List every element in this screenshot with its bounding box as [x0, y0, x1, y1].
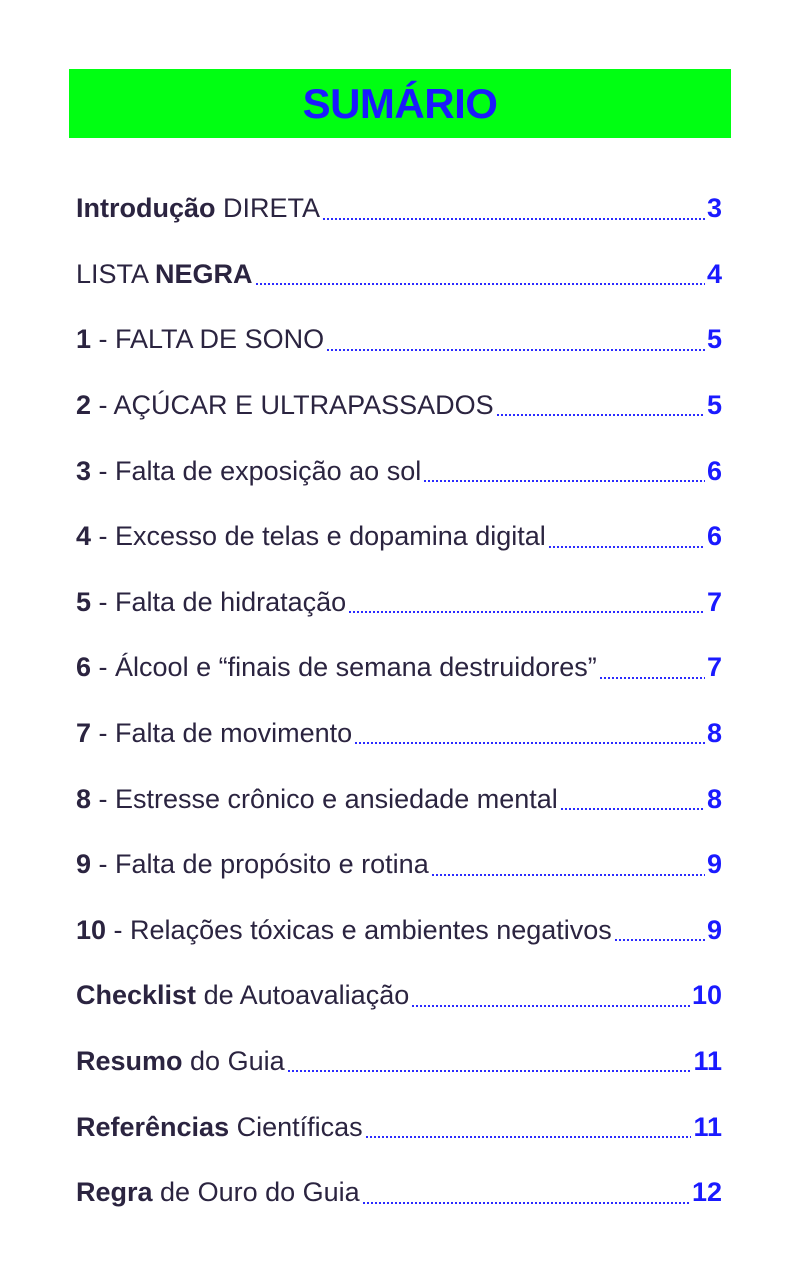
toc-entry-label: do Guia: [182, 1046, 285, 1077]
toc-entry-title: [76, 324, 324, 355]
toc-entry-title: [76, 980, 409, 1011]
toc-entry-title: [76, 390, 494, 421]
toc-entry-title: [76, 587, 346, 618]
page-number: 11: [693, 1046, 722, 1077]
toc-entry[interactable]: [76, 504, 722, 570]
leader-dots: [431, 874, 705, 876]
toc-entry[interactable]: [76, 438, 722, 504]
page-number: 4: [706, 258, 722, 289]
toc-entry-label-bold: Checklist: [76, 980, 197, 1011]
leader-dots: [255, 283, 705, 285]
toc-entry[interactable]: [76, 242, 722, 308]
toc-entry[interactable]: [76, 701, 722, 767]
toc-entry-title: [76, 456, 421, 487]
toc-entry[interactable]: [76, 373, 722, 439]
toc-entry-label: - Estresse crônico e ansiedade mental: [91, 783, 558, 814]
toc-entry-label: - Falta de exposição ao sol: [91, 455, 422, 486]
leader-dots: [348, 611, 705, 613]
leader-dots: [322, 218, 705, 220]
page-number: 5: [706, 324, 722, 355]
toc-entry-title: [76, 1112, 363, 1143]
leader-dots: [614, 939, 705, 941]
toc-entry[interactable]: [76, 176, 722, 242]
toc-entry[interactable]: [76, 832, 722, 898]
toc-entry[interactable]: [76, 1029, 722, 1095]
page-number: 11: [693, 1111, 722, 1142]
leader-dots: [423, 480, 705, 482]
toc-entry-label: - Excesso de telas e dopamina digital: [91, 521, 546, 552]
toc-entry-label: - AÇÚCAR E ULTRAPASSADOS: [91, 390, 494, 421]
toc-entry-label: DIRETA: [215, 193, 321, 224]
page-number: 8: [706, 783, 722, 814]
page-title: SUMÁRIO: [302, 79, 498, 127]
toc-entry-title: [76, 849, 429, 880]
toc-entry-label-bold: 5: [76, 586, 92, 617]
toc-entry[interactable]: [76, 635, 722, 701]
toc-entry-label-bold: Regra: [76, 1177, 153, 1208]
page-number: 10: [691, 980, 722, 1011]
toc-entry-label: Científicas: [229, 1111, 363, 1142]
leader-dots: [326, 349, 705, 351]
toc-entry-label-bold: 3: [76, 455, 92, 486]
page-number: 6: [706, 521, 722, 552]
leader-dots: [496, 414, 705, 416]
toc-entry-title: [76, 1177, 360, 1208]
toc-entry-title: [76, 718, 352, 749]
toc-entry-label: de Autoavaliação: [196, 980, 410, 1011]
toc-entry-label: LISTA: [76, 258, 156, 289]
toc-entry[interactable]: [76, 1094, 722, 1160]
table-of-contents: [76, 176, 722, 1226]
toc-entry-label: - FALTA DE SONO: [91, 324, 325, 355]
toc-entry[interactable]: [76, 898, 722, 964]
toc-entry[interactable]: [76, 1160, 722, 1226]
toc-entry[interactable]: [76, 307, 722, 373]
leader-dots: [560, 808, 705, 810]
page-number: 5: [706, 390, 722, 421]
toc-entry[interactable]: [76, 766, 722, 832]
toc-entry-label-bold: 9: [76, 849, 92, 880]
toc-entry-label-bold: 1: [76, 324, 92, 355]
page-number: 7: [706, 652, 722, 683]
toc-entry-label-bold: 2: [76, 390, 92, 421]
leader-dots: [362, 1202, 690, 1204]
toc-entry[interactable]: [76, 570, 722, 636]
leader-dots: [287, 1070, 692, 1072]
leader-dots: [354, 742, 705, 744]
toc-entry-label-bold: Referências: [76, 1111, 230, 1142]
toc-entry-title: [76, 784, 558, 815]
toc-entry-title: [76, 259, 253, 290]
title-banner: [69, 69, 731, 138]
page-number: 6: [706, 455, 722, 486]
toc-entry-label-bold: Introdução: [76, 193, 216, 224]
toc-entry-title: [76, 652, 597, 683]
toc-entry-title: [76, 193, 320, 224]
toc-entry-label-bold: 10: [76, 914, 107, 945]
toc-entry-label: - Relações tóxicas e ambientes negativos: [106, 914, 612, 945]
leader-dots: [411, 1005, 690, 1007]
page-number: 3: [706, 193, 722, 224]
toc-entry-label: - Falta de movimento: [91, 718, 353, 749]
toc-entry-label-bold: 8: [76, 783, 92, 814]
page-number: 12: [691, 1177, 722, 1208]
page-number: 9: [706, 849, 722, 880]
page-number: 9: [706, 914, 722, 945]
toc-entry-title: [76, 915, 612, 946]
toc-entry-label: - Falta de propósito e rotina: [91, 849, 429, 880]
toc-entry-label-bold: 6: [76, 652, 92, 683]
leader-dots: [548, 546, 705, 548]
leader-dots: [599, 677, 705, 679]
toc-entry-title: [76, 521, 546, 552]
page-number: 8: [706, 718, 722, 749]
toc-entry[interactable]: [76, 963, 722, 1029]
toc-entry-label: - Falta de hidratação: [91, 586, 347, 617]
page-number: 7: [706, 586, 722, 617]
leader-dots: [365, 1136, 692, 1138]
toc-entry-label: de Ouro do Guia: [152, 1177, 360, 1208]
toc-entry-label-bold: NEGRA: [155, 258, 253, 289]
toc-entry-label-bold: Resumo: [76, 1046, 183, 1077]
toc-entry-title: [76, 1046, 285, 1077]
toc-entry-label: - Álcool e “finais de semana destruidores”: [91, 652, 597, 683]
toc-entry-label-bold: 4: [76, 521, 92, 552]
toc-entry-label-bold: 7: [76, 718, 92, 749]
